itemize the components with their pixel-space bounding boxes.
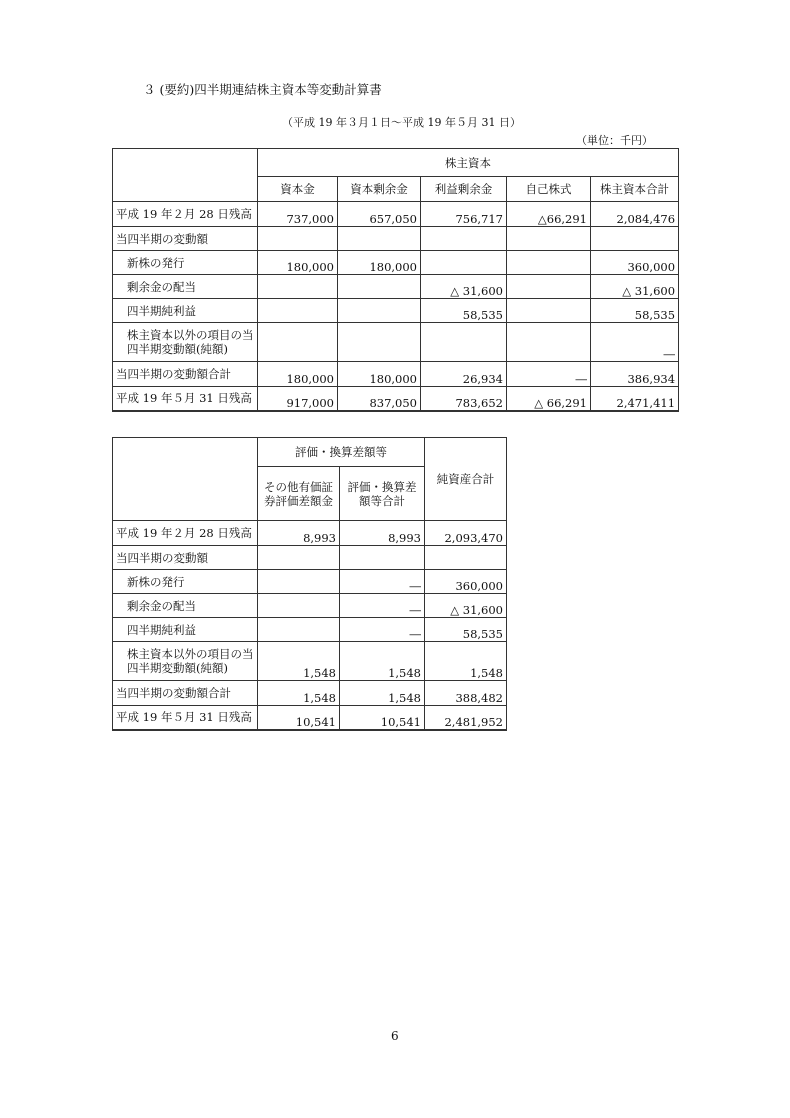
value-cell: ― (340, 594, 425, 618)
table-row (113, 546, 507, 570)
value-cell: 360,000 (425, 570, 507, 594)
value-cell: 2,481,952 (425, 706, 507, 730)
row-label: 平成 19 年５月 31 日残高 (113, 706, 258, 730)
total-column-header: 純資産合計 (425, 438, 507, 521)
value-cell (421, 251, 507, 275)
column-header: その他有価証券評価差額金 (258, 467, 340, 521)
period: （平成 19 年３月１日～平成 19 年５月 31 日） (282, 116, 521, 129)
value-cell (421, 227, 507, 251)
table-row (113, 642, 507, 681)
value-cell (425, 546, 507, 570)
value-cell: 180,000 (258, 251, 338, 275)
column-header: 評価・換算差額等合計 (340, 467, 425, 521)
value-cell: 26,934 (421, 362, 507, 387)
value-cell (258, 275, 338, 299)
value-cell (258, 323, 338, 362)
value-cell (507, 275, 591, 299)
value-cell: ― (507, 362, 591, 387)
value-cell: 58,535 (421, 299, 507, 323)
row-label: 剰余金の配当 (113, 275, 258, 299)
value-cell: 1,548 (340, 642, 425, 681)
value-cell (507, 299, 591, 323)
value-cell: 8,993 (258, 521, 340, 546)
value-cell: 737,000 (258, 202, 338, 227)
value-cell: 58,535 (425, 618, 507, 642)
value-cell: 756,717 (421, 202, 507, 227)
table-row (113, 323, 679, 362)
table-row (113, 275, 679, 299)
column-header: 株主資本合計 (591, 177, 679, 202)
value-cell: 386,934 (591, 362, 679, 387)
value-cell (258, 594, 340, 618)
value-cell: ― (340, 570, 425, 594)
row-label: 株主資本以外の項目の当四半期変動額(純額) (113, 323, 258, 362)
row-label: 四半期純利益 (113, 299, 258, 323)
column-header: 資本金 (258, 177, 338, 202)
corner-cell (113, 438, 258, 521)
value-cell: 1,548 (340, 681, 425, 706)
value-cell: △66,291 (507, 202, 591, 227)
value-cell: 180,000 (258, 362, 338, 387)
value-cell: 388,482 (425, 681, 507, 706)
value-cell: 8,993 (340, 521, 425, 546)
row-label: 当四半期の変動額合計 (113, 362, 258, 387)
value-cell: ― (340, 618, 425, 642)
value-cell: 917,000 (258, 387, 338, 411)
table-row (113, 570, 507, 594)
value-cell (507, 251, 591, 275)
row-label: 平成 19 年５月 31 日残高 (113, 387, 258, 411)
value-cell: 1,548 (258, 642, 340, 681)
value-cell: △ 31,600 (421, 275, 507, 299)
value-cell: 10,541 (340, 706, 425, 730)
row-label: 平成 19 年２月 28 日残高 (113, 202, 258, 227)
value-cell: 180,000 (338, 362, 421, 387)
table-row (113, 299, 679, 323)
table-row (113, 227, 679, 251)
unit-label: （単位：千円） (576, 134, 653, 147)
value-cell: 1,548 (425, 642, 507, 681)
value-cell (338, 323, 421, 362)
table-row (113, 362, 679, 387)
table-row (113, 594, 507, 618)
value-cell: △ 31,600 (425, 594, 507, 618)
row-label: 新株の発行 (113, 570, 258, 594)
value-cell (258, 546, 340, 570)
column-header: 自己株式 (507, 177, 591, 202)
table-row (113, 681, 507, 706)
table-row (113, 618, 507, 642)
value-cell (338, 227, 421, 251)
value-cell (507, 323, 591, 362)
row-label: 当四半期の変動額 (113, 546, 258, 570)
value-cell: 360,000 (591, 251, 679, 275)
value-cell: △ 66,291 (507, 387, 591, 411)
page-number: 6 (391, 1029, 399, 1043)
row-label: 剰余金の配当 (113, 594, 258, 618)
table-row (113, 521, 507, 546)
table-row (113, 706, 507, 730)
value-cell: 657,050 (338, 202, 421, 227)
value-cell: 783,652 (421, 387, 507, 411)
value-cell: 1,548 (258, 681, 340, 706)
group-header: 評価・換算差額等 (258, 438, 425, 467)
value-cell: 2,093,470 (425, 521, 507, 546)
value-cell: 10,541 (258, 706, 340, 730)
value-cell: 2,084,476 (591, 202, 679, 227)
shareholders-equity-table (112, 148, 679, 412)
row-label: 当四半期の変動額 (113, 227, 258, 251)
valuation-adjustments-table (112, 437, 507, 731)
value-cell (258, 299, 338, 323)
row-label: 平成 19 年２月 28 日残高 (113, 521, 258, 546)
column-header: 資本剰余金 (338, 177, 421, 202)
table-row (113, 202, 679, 227)
value-cell (258, 618, 340, 642)
table-row (113, 387, 679, 411)
value-cell: △ 31,600 (591, 275, 679, 299)
row-label: 当四半期の変動額合計 (113, 681, 258, 706)
value-cell (258, 570, 340, 594)
row-label: 新株の発行 (113, 251, 258, 275)
corner-cell (113, 149, 258, 202)
value-cell: 2,471,411 (591, 387, 679, 411)
value-cell: ― (591, 323, 679, 362)
value-cell (591, 227, 679, 251)
table-row (113, 251, 679, 275)
value-cell: 180,000 (338, 251, 421, 275)
group-header: 株主資本 (258, 149, 679, 177)
column-header: 利益剰余金 (421, 177, 507, 202)
document-title: ３ (要約)四半期連結株主資本等変動計算書 (143, 82, 382, 97)
value-cell: 58,535 (591, 299, 679, 323)
value-cell: 837,050 (338, 387, 421, 411)
value-cell (421, 323, 507, 362)
value-cell (507, 227, 591, 251)
value-cell (258, 227, 338, 251)
value-cell (338, 299, 421, 323)
row-label: 四半期純利益 (113, 618, 258, 642)
row-label: 株主資本以外の項目の当四半期変動額(純額) (113, 642, 258, 681)
value-cell (340, 546, 425, 570)
value-cell (338, 275, 421, 299)
